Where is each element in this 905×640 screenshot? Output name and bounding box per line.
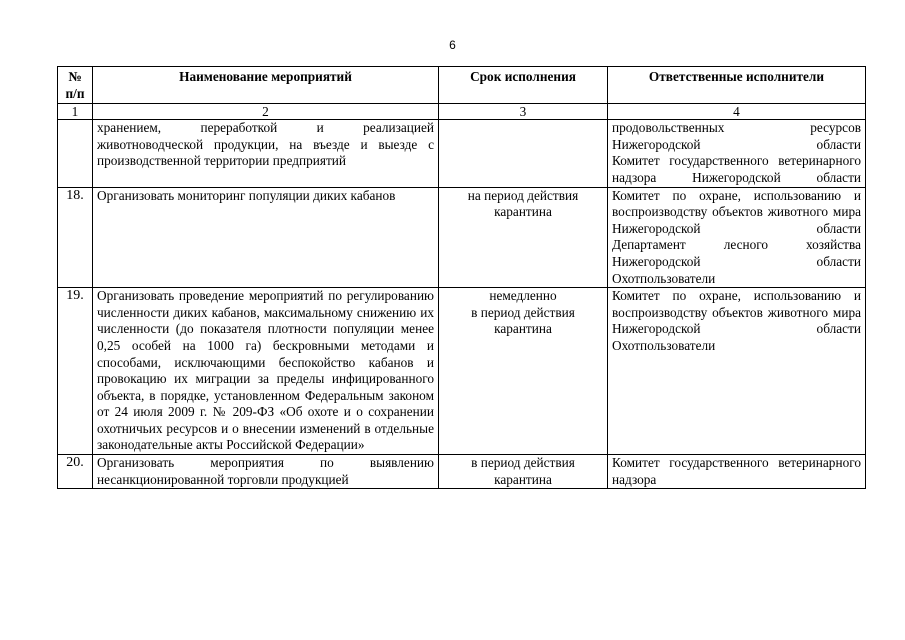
measure-name: Организовать мероприятия по выявлению несанкционированной торговли продукцией <box>93 455 439 489</box>
table-row <box>58 455 866 489</box>
column-number-1: 1 <box>58 104 93 120</box>
page-number: 6 <box>449 38 456 52</box>
header-term: Срок исполнения <box>439 67 608 104</box>
column-number-2: 2 <box>93 104 439 120</box>
responsible-executor: Комитет государственного ветеринарного надзора Нижегородской области <box>612 153 861 185</box>
table-header-row <box>58 67 866 104</box>
responsible-executor: продовольственных ресурсов Нижегородской области <box>612 120 861 152</box>
measure-term <box>439 120 608 187</box>
row-number: 18. <box>58 187 93 288</box>
row-number <box>58 120 93 187</box>
responsible-executor: Комитет по охране, использованию и воспроизводству объектов животного мира Нижегородской области <box>612 288 861 337</box>
measure-name: Организовать проведение мероприятий по регулированию численности диких кабанов, максимальному снижению их численности (до показателя плотности популяции менее 0,25 особей на 1000 га) бескровными методами и способами, исключающими беспокойство кабанов и провокацию их миграции за пределы инфицированного объекта, в порядке, установленном Федеральным законом от 24 июля 2009 г. № 209-ФЗ «Об охоте и о сохранении охотничьих ресурсов и о внесении изменений в отдельные законодательные акты Российской Федерации» <box>93 288 439 455</box>
measure-term: на период действия карантина <box>439 187 608 288</box>
row-number: 20. <box>58 455 93 489</box>
responsible-executors <box>608 455 866 489</box>
responsible-executor: Охотпользователи <box>612 270 716 286</box>
responsible-executors <box>608 187 866 288</box>
header-resp: Ответственные исполнители <box>608 67 866 104</box>
responsible-executor: Охотпользователи <box>612 337 716 353</box>
responsible-executor: Департамент лесного хозяйства Нижегородской области <box>612 237 861 269</box>
row-number: 19. <box>58 288 93 455</box>
table-row <box>58 288 866 455</box>
responsible-executor: Комитет по охране, использованию и воспроизводству объектов животного мира Нижегородской области <box>612 187 861 236</box>
column-number-row <box>58 104 866 120</box>
column-number-4: 4 <box>608 104 866 120</box>
responsible-executors <box>608 120 866 187</box>
measure-name: Организовать мониторинг популяции диких кабанов <box>93 187 439 288</box>
header-num-text: № п/п <box>65 69 85 101</box>
measure-name: хранением, переработкой и реализацией животноводческой продукции, на въезде и выезде с производственной территории предприятий <box>93 120 439 187</box>
table-row <box>58 120 866 187</box>
column-number-3: 3 <box>439 104 608 120</box>
header-num <box>58 67 93 104</box>
responsible-executor: Комитет государственного ветеринарного надзора <box>612 455 861 487</box>
table-body <box>58 120 866 489</box>
table-row <box>58 187 866 288</box>
responsible-executors <box>608 288 866 455</box>
measures-table <box>57 66 866 489</box>
header-name: Наименование мероприятий <box>93 67 439 104</box>
measure-term: немедленно в период действия карантина <box>439 288 608 455</box>
measure-term: в период действия карантина <box>439 455 608 489</box>
